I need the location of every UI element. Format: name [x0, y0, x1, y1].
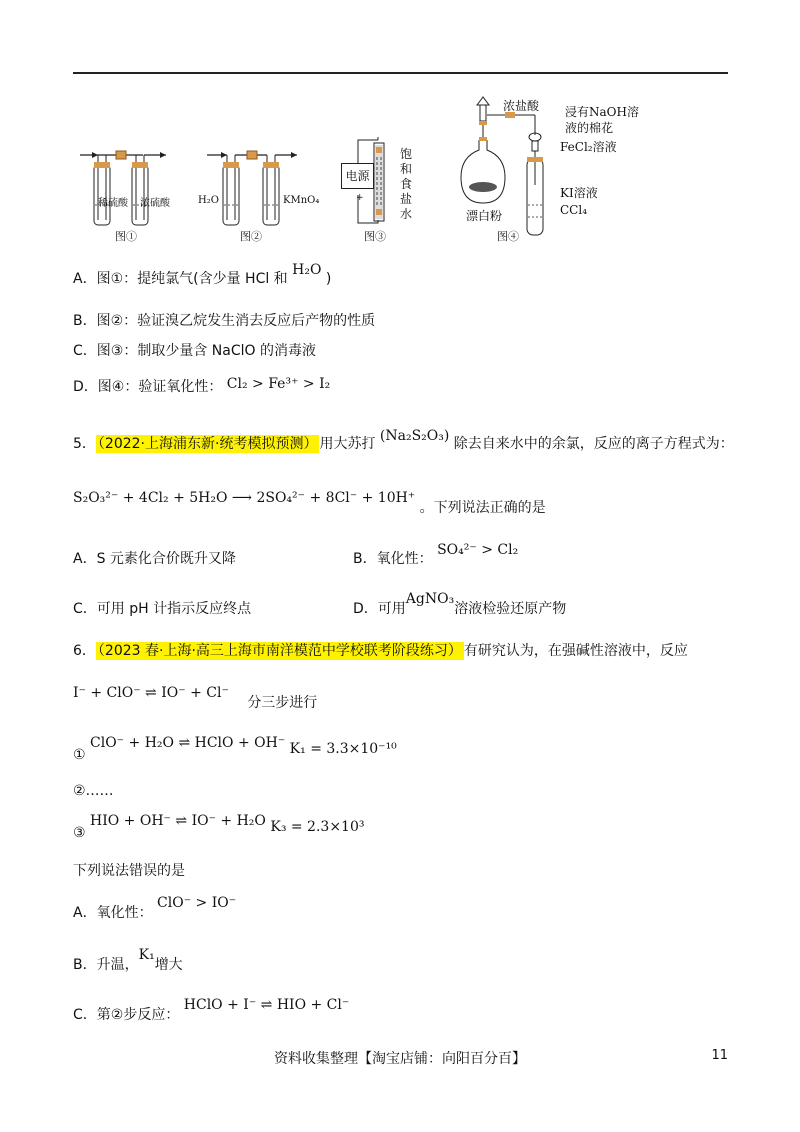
fig1-left-label: 稀硫酸 — [98, 198, 128, 209]
q5-option-c: C．可用 pH 计指示反应终点 — [73, 601, 252, 617]
q6-step2: ②…… — [73, 783, 114, 799]
q5-option-d-text: D．可用 — [353, 601, 406, 617]
q6-option-a-text: A．氧化性： — [73, 905, 153, 921]
q5-option-d-formula: AgNO₃ — [405, 591, 455, 607]
q4-option-d — [73, 376, 330, 396]
q6-step3 — [73, 813, 365, 841]
q6-source: （2023 春·上海·高三上海市南洋模范中学校联考阶段练习） — [97, 643, 462, 659]
q6-step1 — [73, 735, 397, 763]
q4-option-a — [73, 262, 332, 288]
q5-option-d — [353, 591, 567, 618]
q6-step1-mark: ① — [73, 747, 86, 763]
q4-option-a-suffix: ) — [325, 271, 332, 287]
q4-option-c: C．图③：制取少量含 NaClO 的消毒液 — [73, 343, 316, 359]
footer-text: 资料收集整理【淘宝店铺：向阳百分百】 — [274, 1051, 526, 1067]
q5-source: （2022·上海浦东新·统考模拟预测） — [97, 436, 318, 452]
q4-option-d-text: D．图④：验证氧化性： — [73, 379, 223, 395]
fig3-side-label: 饱和食盐水 — [400, 147, 413, 221]
fig4-fecl2-label: FeCl₂溶液 — [560, 140, 617, 154]
q6-reaction: I⁻ + ClO⁻ ⇌ IO⁻ + Cl⁻ — [73, 685, 229, 701]
q5-number: 5． — [73, 436, 96, 452]
q4-option-a-formula: H₂O — [292, 262, 322, 278]
fig4-caption: 图④ — [497, 230, 519, 243]
fig2-caption: 图② — [240, 230, 262, 243]
q5-text2: 除去自来水中的余氯，反应的离子方程式为： — [453, 436, 734, 452]
fig2-right-label: KMnO₄ — [283, 195, 320, 206]
q5-option-a: A．S 元素化合价既升又降 — [73, 551, 236, 567]
fig4-ki-label: KI溶液 — [560, 186, 598, 200]
q6-prompt: 下列说法错误的是 — [73, 863, 185, 879]
q6-number: 6． — [73, 643, 96, 659]
q6-stem — [73, 640, 688, 660]
q6-reaction-tail: 分三步进行 — [247, 695, 318, 711]
fig3-plus-sign: + — [356, 193, 364, 203]
q6-option-c-text: C．第②步反应： — [73, 1007, 180, 1023]
q4-option-d-formula: Cl₂ > Fe³⁺ > I₂ — [226, 376, 331, 392]
q4-option-b: B．图②：验证溴乙烷发生消去反应后产物的性质 — [73, 313, 376, 329]
q4-option-a-text: A．图①：提纯氯气(含少量 HCl 和 — [73, 271, 288, 287]
q5-stem — [73, 428, 734, 453]
figure-2 — [205, 140, 300, 240]
q5-formula: (Na₂S₂O₃) — [379, 428, 450, 444]
q6-option-b-text: B．升温， — [73, 957, 139, 973]
fig4-acid-label: 浓盐酸 — [503, 99, 540, 113]
q6-option-a — [73, 892, 237, 921]
q6-option-b-suffix: 增大 — [154, 957, 183, 973]
q6-option-c-formula: HClO + I⁻ ⇌ HIO + Cl⁻ — [183, 997, 350, 1013]
q6-text1: 有研究认为，在强碱性溶液中，反应 — [463, 643, 688, 659]
q6-option-b — [73, 944, 183, 973]
fig1-caption: 图① — [115, 230, 137, 243]
power-supply-box — [341, 163, 374, 189]
figure-1 — [78, 140, 168, 240]
q5-equation-line — [73, 487, 546, 516]
q6-step3-mark: ③ — [73, 825, 86, 841]
page-number: 11 — [711, 1048, 728, 1063]
q5-option-d-suffix: 溶液检验还原产物 — [454, 601, 567, 617]
q6-reaction-line — [73, 682, 318, 711]
q5-text1: 用大苏打 — [319, 436, 376, 452]
q5-equation: S₂O₃²⁻ + 4Cl₂ + 5H₂O ⟶ 2SO₄²⁻ + 8Cl⁻ + 10H⁺ — [73, 490, 416, 506]
q5-option-b-formula: SO₄²⁻ > Cl₂ — [437, 542, 519, 558]
fig4-ccl4-label: CCl₄ — [560, 203, 588, 217]
power-supply-label: 电源 — [345, 169, 370, 183]
q6-step3-equation: HIO + OH⁻ ⇌ IO⁻ + H₂O — [90, 813, 266, 829]
fig3-caption: 图③ — [364, 230, 386, 243]
q6-k1: K₁ = 3.3×10⁻¹⁰ — [289, 741, 397, 757]
q5-tail: 。下列说法正确的是 — [419, 500, 546, 516]
q6-step1-equation: ClO⁻ + H₂O ⇌ HClO + OH⁻ — [90, 735, 286, 751]
q6-k3: K₃ = 2.3×10³ — [270, 819, 365, 835]
q5-option-b-text: B．氧化性： — [353, 551, 433, 567]
q6-option-c — [73, 994, 350, 1023]
header-rule — [73, 72, 728, 74]
fig1-right-label: 浓硫酸 — [140, 198, 170, 209]
fig4-powder-label: 漂白粉 — [466, 209, 503, 223]
q6-option-a-formula: ClO⁻ > IO⁻ — [157, 895, 237, 911]
fig4-cotton-label: 浸有NaOH溶液的棉花 — [565, 105, 639, 135]
q5-option-b — [353, 542, 519, 568]
fig2-left-label: H₂O — [198, 195, 219, 206]
q6-option-b-formula: K₁ — [138, 947, 155, 963]
